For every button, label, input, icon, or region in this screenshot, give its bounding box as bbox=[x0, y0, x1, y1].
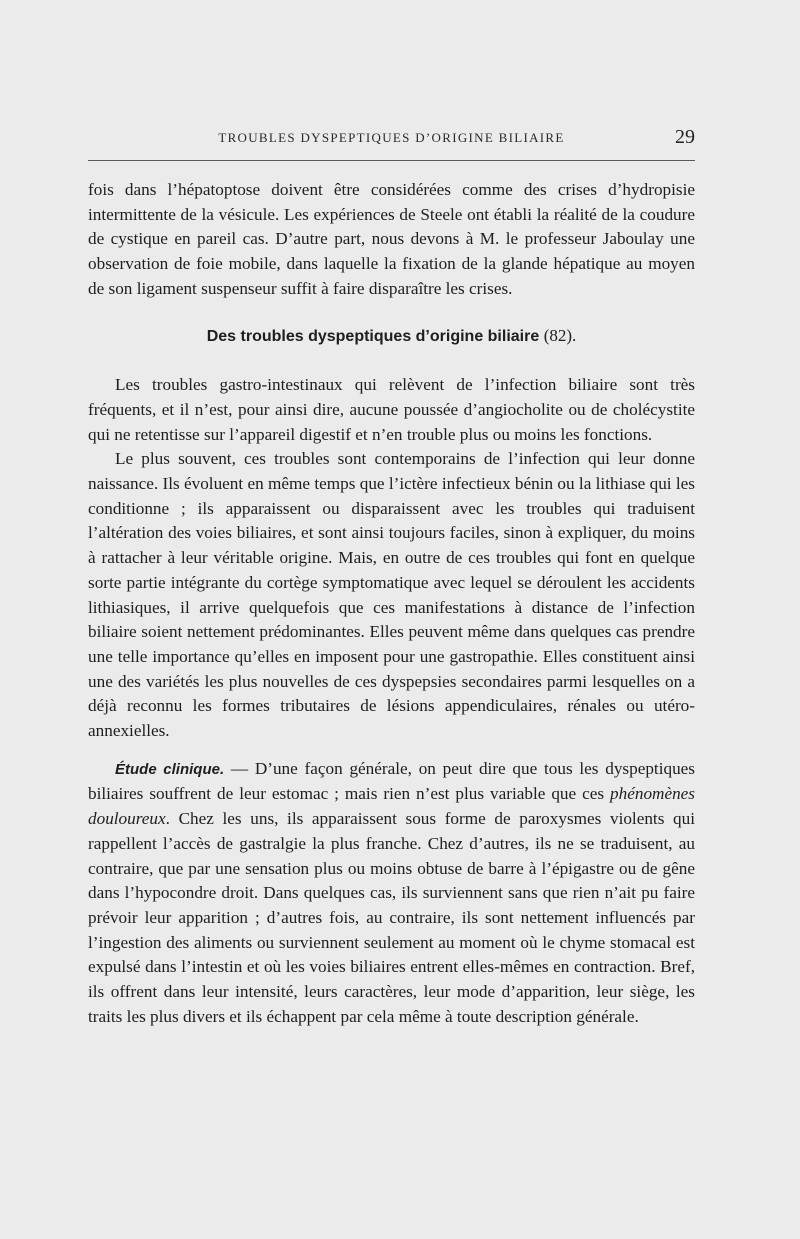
paragraph-etude-clinique bbox=[88, 757, 695, 1030]
section-heading bbox=[88, 324, 695, 350]
section-heading-text: Des troubles dyspeptiques d’origine biliaire bbox=[206, 327, 540, 345]
text-part-b: . Chez les uns, ils apparaissent sous forme de paroxysmes violents qui rappellent l’accès de gastralgie la plus franche. Chez d’autres, ils ne se traduisent, au contraire, que par une sensation plus ou moins obtuse de barre à l’épigastre ou de gêne dans l’hypocondre droit. Dans quelques cas, ils surviennent sans que rien n’ait pu faire prévoir leur apparition ; d’autres fois, au contraire, ils sont nettement influencés par l’ingestion des aliments ou surviennent seulement au moment où le chyme stomacal est expulsé dans l’intestin et où les voies biliaires entrent elles-mêmes en contraction. Bref, ils offrent dans leur intensité, leurs caractères, leur mode d’apparition, leur siège, les traits les plus divers et ils échappent par cela même à toute description générale. bbox=[88, 809, 695, 1026]
paragraph-troubles: Les troubles gastro-intestinaux qui relèvent de l’infection biliaire sont très fréquents, et il n’est, pour ainsi dire, aucune poussée d’angiocholite ou de cholécystite qui ne retentisse sur l’appareil digestif et n’en trouble plus ou moins les fonctions. bbox=[88, 375, 695, 444]
text-part-a: — D’une façon générale, on peut dire que tous les dyspeptiques biliaires souffrent de leur estomac ; mais rien n’est plus variable que ces bbox=[88, 758, 695, 804]
paragraph-contemporains: Le plus souvent, ces troubles sont contemporains de l’infection qui leur donne naissance. Ils évoluent en même temps que l’ictère infectieux bénin ou la lithiase qui les conditionne ; ils apparaissent ou disparaissent avec les troubles qui traduisent l’altération des voies biliaires, et sont ainsi toujours faciles, sinon à expliquer, du moins à rattacher à leur véritable origine. Mais, en outre de ces troubles qui font en quelque sorte partie intégrante du cortège symptomatique avec lequel se déroulent les accidents lithiasiques, il arrive quelquefois que ces manifestations à distance de l’infection biliaire soient nettement prédominantes. Elles peuvent même dans quelques cas prendre une telle importance qu’elles en imposent pour une gastropathie. Elles constituent ainsi une des variétés les plus nouvelles de ces dyspepsies secondaires parmi lesquelles on a déjà reconnu les formes tributaires de lésions appendiculaires, rénales ou utéro-annexielles. bbox=[88, 449, 695, 741]
section-reference: (82). bbox=[543, 325, 577, 345]
body-text bbox=[88, 178, 695, 1030]
header-rule bbox=[88, 160, 695, 161]
page-number: 29 bbox=[675, 126, 695, 148]
paragraph-continued: fois dans l’hépatoptose doivent être considérées comme des crises d’hydropisie intermittente de la vésicule. Les expériences de Steele ont établi la réalité de la coudure de cystique en pareil cas. D’autre part, nous devons à M. le professeur Jaboulay une observation de foie mobile, dans laquelle la fixation de la glande hépatique au moyen de son ligament suspenseur suffit à faire disparaître les crises. bbox=[88, 180, 695, 298]
runin-heading: Étude clinique. bbox=[115, 760, 225, 778]
running-head bbox=[88, 126, 695, 156]
italic-phrase: phénomènes douloureux bbox=[88, 784, 695, 829]
running-title: TROUBLES DYSPEPTIQUES D’ORIGINE BILIAIRE bbox=[218, 130, 565, 145]
